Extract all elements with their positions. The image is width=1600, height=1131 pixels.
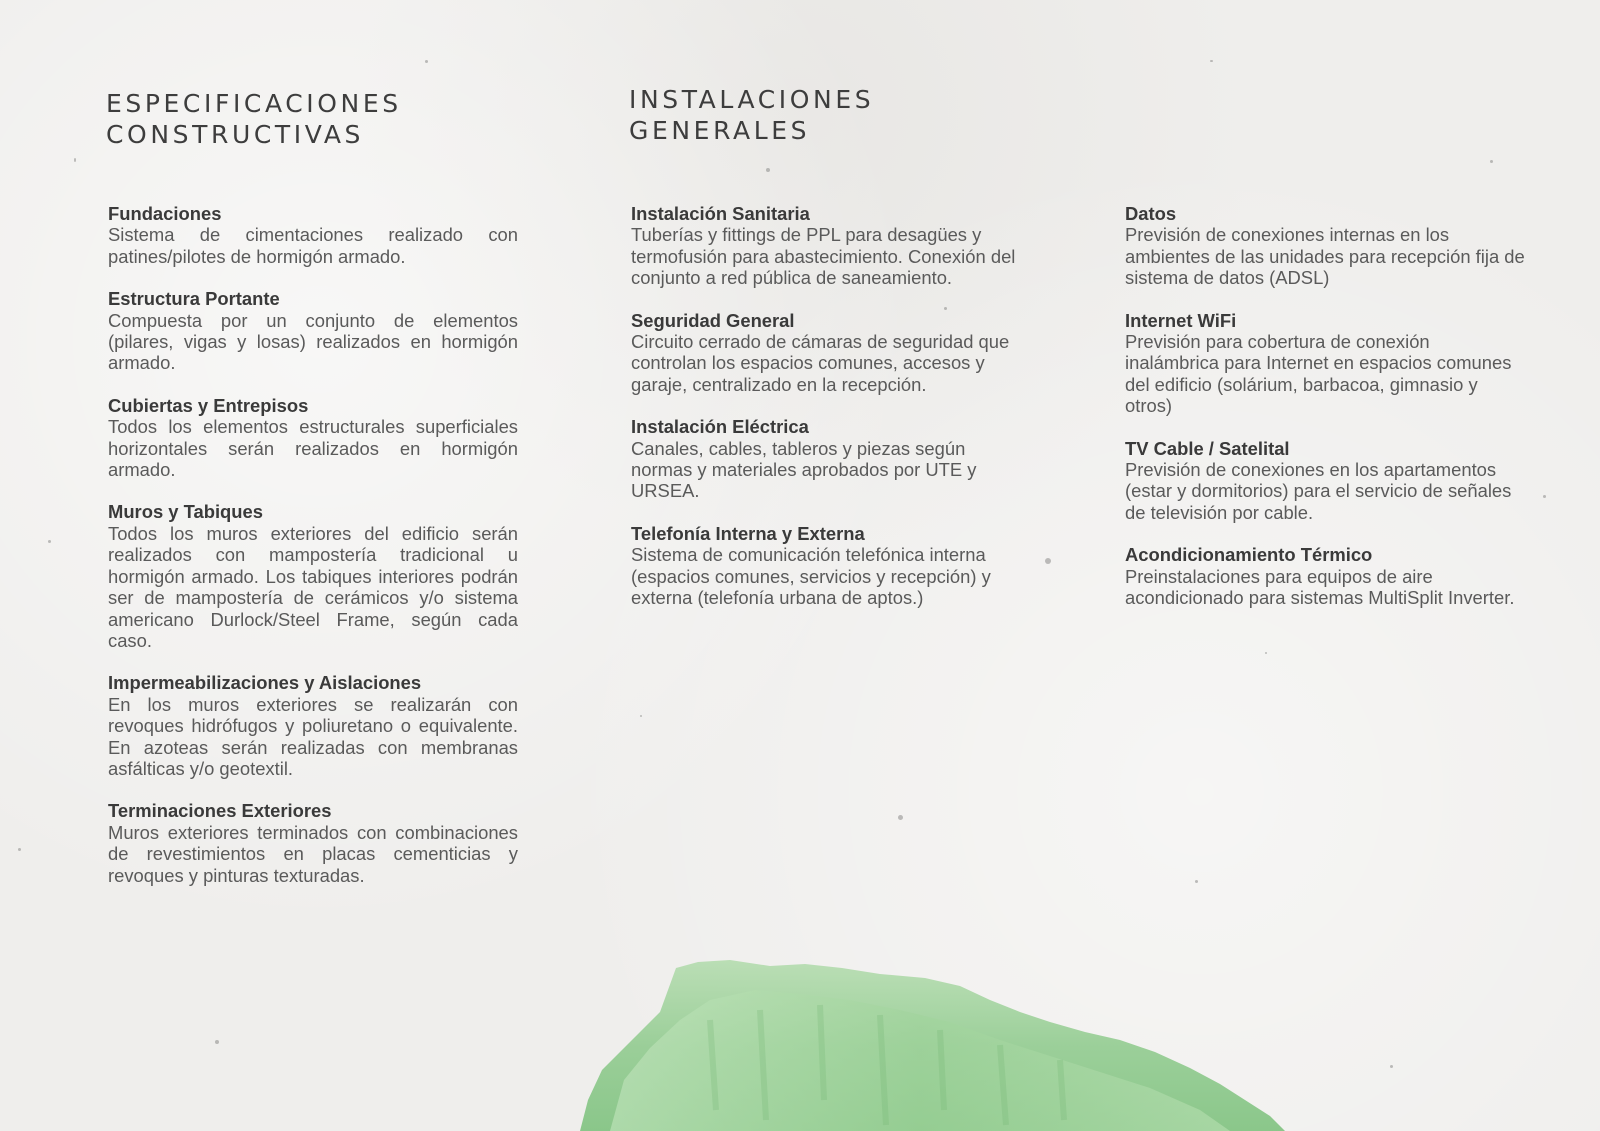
column-especificaciones — [108, 203, 518, 907]
heading-line: GENERALES — [629, 116, 811, 145]
spec-item-text: Muros exteriores terminados con combinaciones de revestimientos en placas cementicias y revoques y pinturas texturadas. — [108, 821, 518, 886]
speck — [18, 848, 21, 851]
install-item-text: Circuito cerrado de cámaras de seguridad que controlan los espacios comunes, accesos y garaje, centralizado en la recepción. — [631, 331, 1010, 395]
spec-item-title: Fundaciones — [108, 203, 222, 224]
install-item-text: Previsión para cobertura de conexión inalámbrica para Internet en espacios comunes del edificio (solárium, barbacoa, gimnasio y otros) — [1125, 331, 1512, 417]
speck — [1390, 1065, 1393, 1068]
speck — [1265, 652, 1267, 654]
spec-item-title: Estructura Portante — [108, 288, 280, 310]
spec-item-text: Compuesta por un conjunto de elementos (pilares, vigas y losas) realizados en hormigón armado. — [108, 309, 518, 374]
heading-line: CONSTRUCTIVAS — [106, 120, 365, 149]
speck — [48, 540, 51, 543]
heading-line: INSTALACIONES — [629, 85, 875, 114]
install-item-datos — [1125, 203, 1525, 289]
spec-item-text: En los muros exteriores se realizarán con revoques hidrófugos y poliuretano o equivalente. En azoteas serán realizadas con membranas asfálticas y/o geotextil. — [108, 693, 518, 779]
install-item-title: Instalación Sanitaria — [631, 203, 810, 224]
speck — [898, 815, 903, 820]
install-item-title: Instalación Eléctrica — [631, 416, 809, 438]
install-item-seguridad — [631, 310, 1021, 396]
spec-item-estructura-portante — [108, 288, 518, 374]
speck — [1195, 880, 1198, 883]
spec-item-terminaciones-exteriores — [108, 800, 518, 886]
speck — [1490, 160, 1493, 163]
spec-item-text: Todos los muros exteriores del edificio serán realizados con mampostería tradicional u hormigón armado. Los tabiques interiores podrán ser de mampostería de cerámicos y/o sistema americano Durlock/Steel Frame, según cada caso. — [108, 522, 518, 651]
install-item-title: Acondicionamiento Térmico — [1125, 544, 1373, 566]
speck — [215, 1040, 219, 1044]
column-instalaciones-2 — [1125, 203, 1525, 630]
install-item-internet-wifi — [1125, 310, 1525, 417]
install-item-telefonia — [631, 523, 1021, 609]
spec-item-title: Impermeabilizaciones y Aislaciones — [108, 672, 422, 694]
spec-item-text: Todos los elementos estructurales superficiales horizontales serán realizados en hormigón armado. — [108, 416, 518, 481]
install-item-sanitaria — [631, 203, 1021, 289]
speck — [1543, 495, 1546, 498]
spec-item-title: Terminaciones Exteriores — [108, 800, 332, 822]
install-item-title: TV Cable / Satelital — [1125, 437, 1290, 459]
heading-instalaciones-generales — [629, 84, 874, 146]
install-item-text: Canales, cables, tableros y piezas según normas y materiales aprobados por UTE y URSEA. — [631, 437, 977, 502]
spec-item-cubiertas-entrepisos — [108, 395, 518, 481]
spec-item-impermeabilizaciones — [108, 672, 518, 779]
install-item-text: Previsión de conexiones internas en los ambientes de las unidades para recepción fija de sistema de datos (ADSL) — [1125, 224, 1525, 289]
speck — [1210, 60, 1213, 62]
speck — [766, 168, 770, 172]
heading-especificaciones-constructivas — [106, 88, 402, 150]
install-item-acondicionamiento — [1125, 544, 1525, 608]
speck — [1045, 558, 1051, 564]
spec-item-text: Sistema de cimentaciones realizado con patines/pilotes de hormigón armado. — [108, 224, 518, 267]
install-item-text: Previsión de conexiones en los apartamentos (estar y dormitorios) para el servicio de señales de televisión por cable. — [1125, 459, 1512, 523]
column-instalaciones-1 — [631, 203, 1021, 630]
speck — [74, 158, 76, 162]
install-item-tv-cable — [1125, 438, 1525, 524]
speck — [640, 715, 642, 717]
spec-item-title: Muros y Tabiques — [108, 501, 263, 523]
spec-item-muros-tabiques — [108, 501, 518, 651]
install-item-title: Internet WiFi — [1125, 309, 1237, 331]
spec-item-fundaciones — [108, 203, 518, 267]
speck — [425, 60, 428, 63]
spec-item-title: Cubiertas y Entrepisos — [108, 394, 309, 416]
install-item-title: Seguridad General — [631, 309, 795, 331]
install-item-title: Telefonía Interna y Externa — [631, 522, 865, 544]
heading-line: ESPECIFICACIONES — [106, 89, 402, 118]
install-item-text: Tuberías y fittings de PPL para desagües y termofusión para abastecimiento. Conexión del conjunto a red pública de saneamiento. — [631, 224, 1016, 289]
install-item-electrica — [631, 416, 1021, 502]
install-item-text: Sistema de comunicación telefónica interna (espacios comunes, servicios y recepción) y externa (telefonía urbana de aptos.) — [631, 544, 991, 609]
watercolor-stain — [580, 960, 1300, 1131]
install-item-title: Datos — [1125, 203, 1177, 224]
install-item-text: Preinstalaciones para equipos de aire acondicionado para sistemas MultiSplit Inverter. — [1125, 565, 1515, 609]
